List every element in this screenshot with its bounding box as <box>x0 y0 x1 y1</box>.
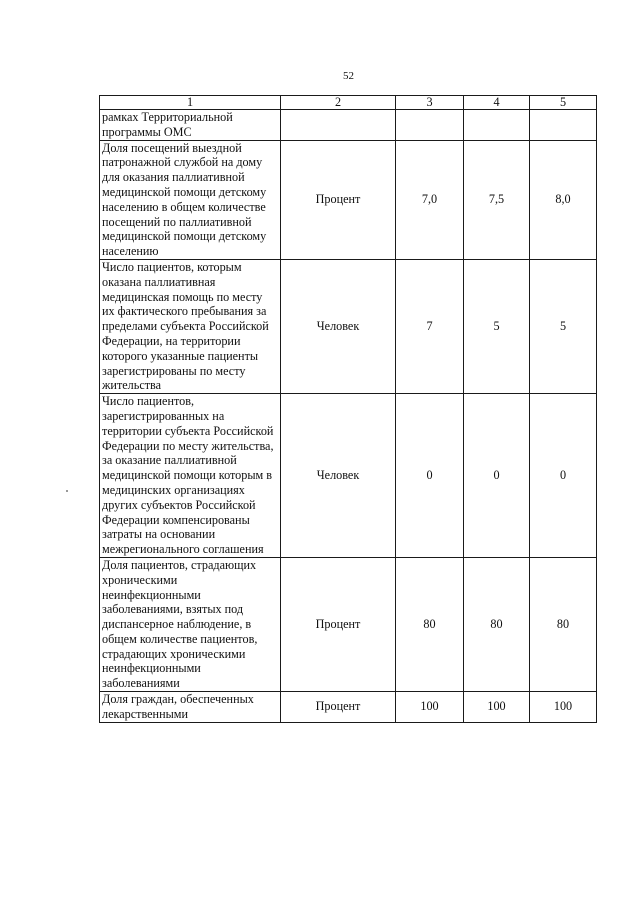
header-col-3: 3 <box>396 96 464 110</box>
indicator-name: Число пациентов, которым оказана паллиативная медицинская помощь по месту их фактического пребывания за пределами субъекта Российской Федерации, на территории которого указанные пациенты зарегистрированы по месту жительства <box>100 259 281 393</box>
value-cell-col3 <box>396 110 464 141</box>
value-cell-col3: 0 <box>396 394 464 558</box>
indicator-name: Число пациентов, зарегистрированных на территории субъекта Российской Федерации по месту жительства, за оказание паллиативной медицинской помощи которым в медицинских организациях других субъектов Российской Федерации компенсированы затраты на основании межрегионального соглашения <box>100 394 281 558</box>
value-cell-col5: 0 <box>530 394 597 558</box>
table-row <box>100 394 597 558</box>
value-cell-col4: 100 <box>464 692 530 723</box>
value-cell-col4: 0 <box>464 394 530 558</box>
value-cell-col3: 100 <box>396 692 464 723</box>
value-cell-col5: 80 <box>530 557 597 691</box>
value-cell-col3: 80 <box>396 557 464 691</box>
header-col-5: 5 <box>530 96 597 110</box>
unit-cell: Процент <box>281 557 396 691</box>
indicators-table <box>99 95 597 723</box>
header-col-1: 1 <box>100 96 281 110</box>
page-number: 52 <box>343 70 354 82</box>
value-cell-col5 <box>530 110 597 141</box>
table-row <box>100 692 597 723</box>
table-row <box>100 259 597 393</box>
value-cell-col3: 7 <box>396 259 464 393</box>
table-row <box>100 110 597 141</box>
unit-cell: Процент <box>281 692 396 723</box>
value-cell-col4 <box>464 110 530 141</box>
value-cell-col4: 7,5 <box>464 140 530 259</box>
value-cell-col5: 100 <box>530 692 597 723</box>
value-cell-col5: 5 <box>530 259 597 393</box>
table-header-row <box>100 96 597 110</box>
table-row <box>100 557 597 691</box>
indicator-name: Доля посещений выездной патронажной службой на дому для оказания паллиативной медицинской помощи детскому населению в общем количестве посещений по паллиативной медицинской помощи детскому населению <box>100 140 281 259</box>
value-cell-col3: 7,0 <box>396 140 464 259</box>
value-cell-col5: 8,0 <box>530 140 597 259</box>
indicator-name: Доля граждан, обеспеченных лекарственными <box>100 692 281 723</box>
scan-speck <box>66 490 68 492</box>
unit-cell: Человек <box>281 259 396 393</box>
value-cell-col4: 5 <box>464 259 530 393</box>
header-col-2: 2 <box>281 96 396 110</box>
unit-cell: Процент <box>281 140 396 259</box>
unit-cell: Человек <box>281 394 396 558</box>
indicator-name: Доля пациентов, страдающих хроническими неинфекционными заболеваниями, взятых под диспансерное наблюдение, в общем количестве пациентов, страдающих хроническими неинфекционными заболеваниями <box>100 557 281 691</box>
unit-cell <box>281 110 396 141</box>
value-cell-col4: 80 <box>464 557 530 691</box>
indicator-name: рамках Территориальной программы ОМС <box>100 110 281 141</box>
header-col-4: 4 <box>464 96 530 110</box>
table-row <box>100 140 597 259</box>
